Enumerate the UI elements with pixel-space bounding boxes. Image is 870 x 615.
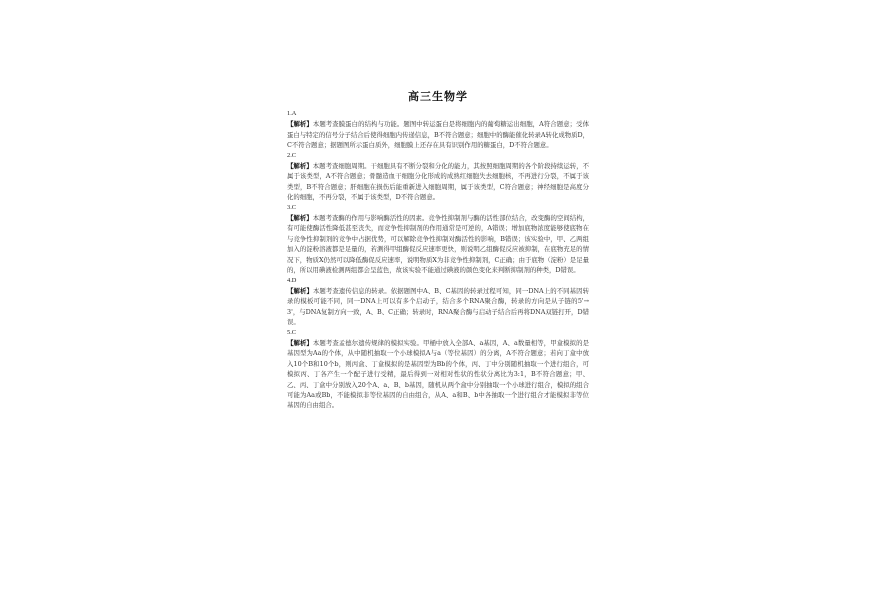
answer-number: 1.A [287,110,297,117]
analysis-label: 【解析】 [287,120,313,129]
answer-item [287,109,589,151]
analysis-text: 本题考查遗传信息的转录。依据题图中A、B、C基因的转录过程可知，同一DNA上的不同基因转录的模板可能不同，同一DNA上可以有多个启动子，结合多个RNA聚合酶，转录的方向是从子链的5'→3'，与DNA复制方向一致，A、B、C正确；转录时，RNA聚合酶与启动子结合后再将DNA双链打开，D错误。 [287,286,589,327]
answer-item [287,328,589,411]
answer-number: 2.C [287,151,297,159]
answer-explanation [287,213,589,275]
answer-explanation [287,161,589,203]
analysis-label: 【解析】 [287,338,313,347]
answer-number: 3.C [287,203,297,211]
answer-explanation [287,286,589,328]
analysis-text: 本题考查膜蛋白的结构与功能。题图中转运蛋白是将细胞内的葡萄糖运出细胞，A符合题意；受体蛋白与特定的信号分子结合后使得细胞内传递信息，B不符合题意；细胞中的酶能催化转录A转化成物质D，C不符合题意；据题图所示蛋白质外，细胞膜上还存在具有识别作用的糖蛋白，D不符合题意。 [287,120,589,150]
analysis-text: 本题考查酶的作用与影响酶活性的因素。竞争性抑制剂与酶的活性部位结合，改变酶的空间结构，有可能使酶活性降低甚至丧失，而竞争性抑制剂的作用通常是可逆的，A错误；增加底物浓度能够使底物在与竞争性抑制剂的竞争中占据优势，可以解除竞争性抑制对酶活性的影响，B错误；该实验中，甲、乙两组加入的淀粉溶液都是足量的，若测得甲组酶促反应速率更快，则说明乙组酶促反应被抑制，在底物充足的情况下，物质X仍然可以降低酶促反应速率，说明物质X为非竞争性抑制剂，C正确；由于底物（淀粉）是足量的，所以用碘液检测两组都会呈蓝色，故该实验不能通过碘液的颜色变化来判断抑制剂的种类，D错误。 [287,214,589,275]
analysis-label: 【解析】 [287,214,313,223]
answer-explanation [287,119,589,150]
answer-item [287,203,589,276]
answer-explanation [287,338,589,411]
exam-answer-sheet [287,84,589,615]
document-title: 高三生物学 [408,90,468,103]
answer-item [287,151,589,203]
analysis-label: 【解析】 [287,162,313,171]
answer-item [287,276,589,328]
analysis-text: 本题考查孟德尔遗传规律的模拟实验。甲桶中放入全部A、a基因，A、a数量相等，甲盒模拟的是基因型为Aa的个体，从中随机抽取一个小球模拟A与a（等位基因）的分离，A不符合题意；若向丁盒中放入10个B和10个b，则丙盒、丁盒模拟的是基因型为Bb的个体，丙、丁中分别随机抽取一个进行组合，可模拟丙、丁各产生一个配子进行受精，最后得到一对相对性状的性状分离比为3:1，B不符合题意；甲、乙、丙、丁盒中分别放入20个A、a、B、b基因，随机从两个盒中分别抽取一个小球进行组合，模拟的组合可能为Aa或Bb，不能模拟非等位基因的自由组合，从A、a和B、b中各抽取一个进行组合才能模拟非等位基因的自由组合。 [287,338,589,410]
answer-number: 4.D [287,276,297,284]
analysis-text: 本题考查细胞周期。干细胞具有不断分裂和分化的能力，其按照细胞周期的各个阶段持续运转，不属于该类型，A不符合题意；骨髓造血干细胞分化形成的成熟红细胞失去细胞核，不再进行分裂，不属于该类型，B不符合题意；肝细胞在损伤后能重新进入细胞周期，属于该类型，C符合题意；神经细胞是高度分化的细胞，不再分裂，不属于该类型，D不符合题意。 [287,162,589,202]
analysis-label: 【解析】 [287,286,313,295]
answer-number: 5.C [287,328,297,336]
